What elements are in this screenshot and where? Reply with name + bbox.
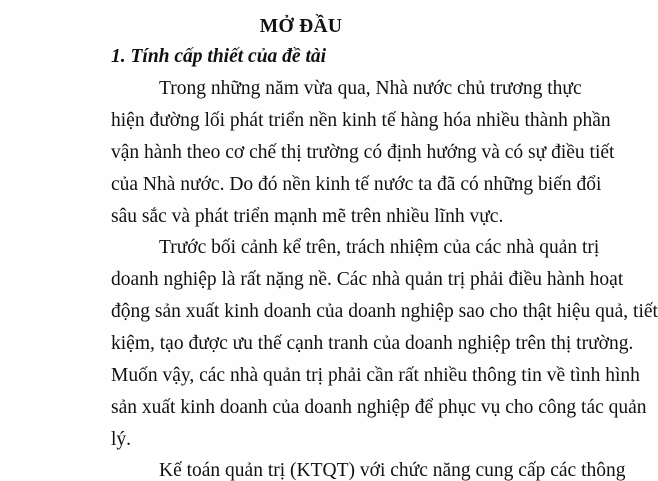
paragraph-1-line-5: sâu sắc và phát triển mạnh mẽ trên nhiều lĩnh vực. [111,206,504,227]
paragraph-2-line-6: sản xuất kinh doanh của doanh nghiệp để phục vụ cho công tác quản [111,397,647,418]
paragraph-2-line-4: kiệm, tạo được ưu thế cạnh tranh của doanh nghiệp trên thị trường. [111,333,634,354]
page-title: MỞ ĐẦU [259,16,343,37]
paragraph-2-line-1: Trước bối cảnh kể trên, trách nhiệm của các nhà quản trị [159,237,600,258]
paragraph-1-line-3: vận hành theo cơ chế thị trường có định hướng và có sự điều tiết [111,142,615,163]
paragraph-2-line-3: động sản xuất kinh doanh của doanh nghiệp sao cho thật hiệu quả, tiết [111,301,658,322]
paragraph-1-line-1: Trong những năm vừa qua, Nhà nước chủ trương thực [159,78,582,99]
paragraph-2-line-5: Muốn vậy, các nhà quản trị phải cần rất nhiều thông tin về tình hình [111,365,640,386]
paragraph-1-line-4: của Nhà nước. Do đó nền kinh tế nước ta đã có những biến đổi [111,174,602,195]
paragraph-2-line-7: lý. [111,429,132,450]
paragraph-3-line-1: Kế toán quản trị (KTQT) với chức năng cung cấp các thông [159,460,626,481]
paragraph-1-line-2: hiện đường lối phát triển nền kinh tế hàng hóa nhiều thành phần [111,110,611,131]
paragraph-2-line-2: doanh nghiệp là rất nặng nề. Các nhà quản trị phải điều hành hoạt [111,269,624,290]
section-heading: 1. Tính cấp thiết của đề tài [111,46,327,67]
